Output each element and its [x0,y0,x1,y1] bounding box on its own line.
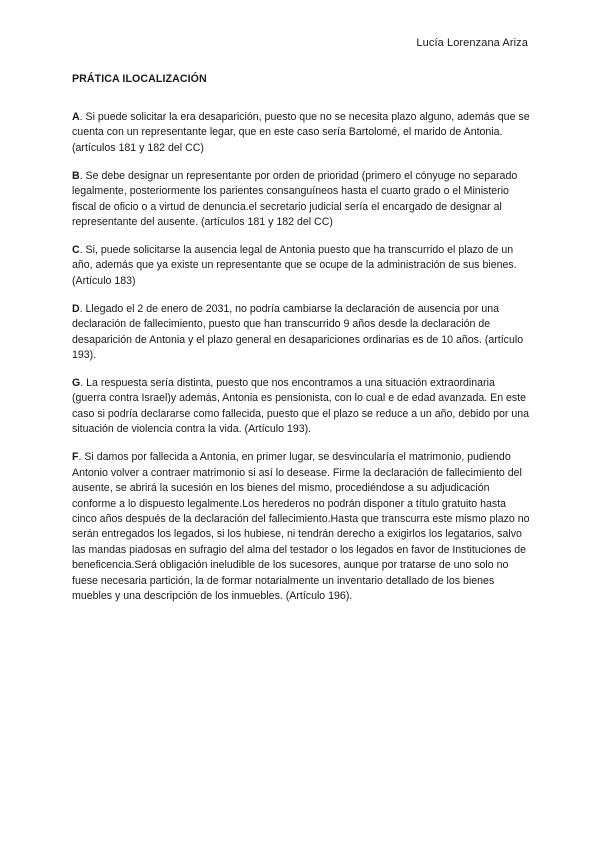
paragraph-letter: B [72,169,80,182]
document-title: PRÁTICA ILOCALIZACIÓN [72,73,207,85]
paragraph-c [72,243,530,289]
paragraph-text: . Se debe designar un representante por orden de prioridad (primero el cónyuge no separado legalmente, posteriormente los parientes consanguíneos hasta el cuarto grado o el Ministerio fiscal de oficio o a virtud de denuncia.el secretario judicial sería el encargado de designar al representante del ausente. (artículos 181 y 182 del CC) [72,169,518,229]
paragraph-text: . La respuesta sería distinta, puesto que nos encontramos a una situación extraordinaria (guerra contra Israel)y además, Antonia es pensionista, con lo cual e de edad avanzada. En este caso si podría declararse como fallecida, puesto que el plazo se reduce a un año, debido por una situación de violencia contra la vida. (Artículo 193). [72,377,530,436]
paragraph-letter: F [72,451,79,464]
author-name: Lucía Lorenzana Ariza [416,37,528,49]
paragraph-f [72,450,530,604]
paragraph-letter: A [72,111,80,123]
paragraph-d [72,302,530,364]
paragraph-b [72,169,530,231]
paragraph-a [72,110,530,156]
paragraph-text: . Si, puede solicitarse la ausencia legal de Antonia puesto que ha transcurrido el plazo de un año, además que ya existe un representante que se ocupe de la administración de sus bienes. (Artículo 183) [72,244,517,287]
paragraph-letter: G [72,377,81,390]
document-body [72,110,530,617]
paragraph-text: . Si puede solicitar la era desaparición, puesto que no se necesita plazo alguno, además que se cuenta con un representante legar, que en este caso sería Bartolomé, el marido de Antonia.(artículos 181 y 182 del CC) [72,111,530,154]
paragraph-text: . Si damos por fallecida a Antonia, en primer lugar, se desvinculаría el matrimonio, pudiendo Antonio volver a contraer matrimonio si así lo desease. Firme la declaración de fallecimiento del ausente, se abrirá la sucesión en los bienes del mismo, procediéndose a su adjudicación conforme a lo dispuesto legalmente.Los herederos no podrán disponer a título gratuito hasta cinco años después de la declaración del fallecimiento.Hasta que transcurra este mismo plazo no serán entregados los legados, si los hubiese, ni tendrán derecho a exigirlos los legatarios, salvo las mandas piadosas en sufragio del alma del testador o los legados en favor de Instituciones de beneficencia.Será obligación ineludible de los sucesores, aunque por tratarse de uno solo no fuese necesaria partición, la de formar notarialmente un inventario detallado de los bienes muebles y una descripción de los inmuebles. (Artículo 196). [72,451,530,602]
paragraph-letter: D [72,302,80,315]
paragraph-g [72,376,530,438]
paragraph-letter: C [72,244,80,257]
paragraph-text: . Llegado el 2 de enero de 2031, no podría cambiarse la declaración de ausencia por una declaración de fallecimiento, puesto que han transcurrido 9 años desde la declaración de desaparición de Antonia y el plazo general en desapariciones ordinarias es de 10 años. (artículo 193). [72,302,524,362]
